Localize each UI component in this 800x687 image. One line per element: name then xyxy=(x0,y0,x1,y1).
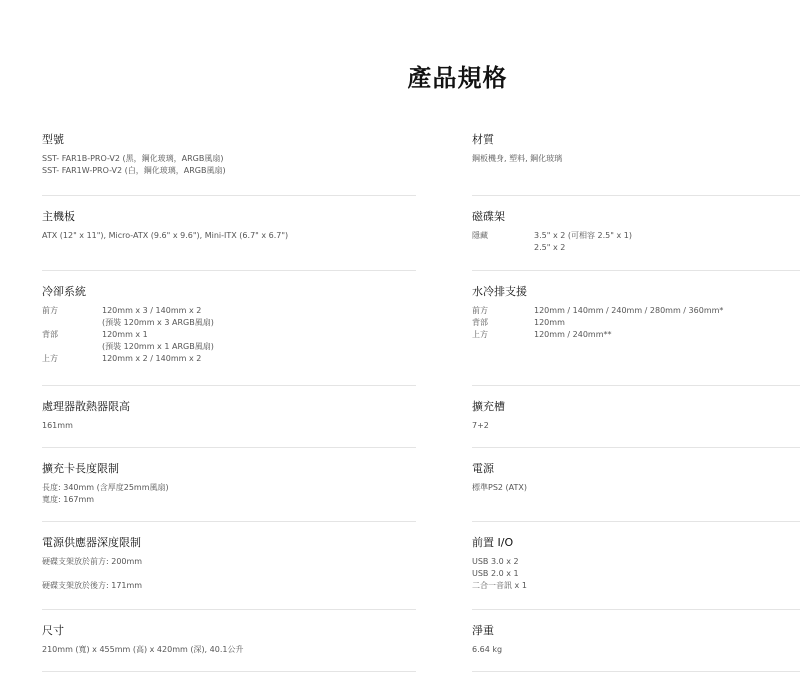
divider xyxy=(42,447,416,448)
spec-key: 隱藏 xyxy=(472,231,488,240)
spec-value: 硬碟支架放於前方: 200mm xyxy=(42,557,143,566)
divider xyxy=(42,609,416,610)
spec-material xyxy=(472,133,562,165)
spec-value: 鋼板機身, 塑料, 鋼化玻璃 xyxy=(472,154,563,163)
spec-value: SST- FAR1B-PRO-V2 (黑，鋼化玻璃，ARGB風扇) xyxy=(42,154,224,163)
spec-net-weight xyxy=(472,624,502,656)
spec-value: 120mm x 3 / 140mm x 2 xyxy=(102,306,202,315)
spec-value: 120mm / 240mm** xyxy=(534,330,612,339)
spec-value: 120mm xyxy=(534,318,565,327)
spec-value: 210mm (寬) x 455mm (高) x 420mm (深), 40.1公升 xyxy=(42,645,244,654)
spec-value: 標準PS2 (ATX) xyxy=(472,483,527,492)
spec-value: 120mm x 1 xyxy=(102,330,148,339)
spec-label: 電源供應器深度限制 xyxy=(42,536,141,549)
spec-value: 3.5" x 2 (可相容 2.5" x 1) xyxy=(534,231,632,240)
spec-motherboard xyxy=(42,210,288,242)
spec-value: 120mm / 140mm / 240mm / 280mm / 360mm* xyxy=(534,306,724,315)
divider xyxy=(42,521,416,522)
spec-label: 處理器散熱器限高 xyxy=(42,400,130,413)
divider xyxy=(42,671,416,672)
divider xyxy=(42,270,416,271)
spec-label: 主機板 xyxy=(42,210,75,223)
spec-label: 擴充卡長度限制 xyxy=(42,462,119,475)
spec-key: 前方 xyxy=(472,306,488,315)
spec-value: ATX (12" x 11"), Micro-ATX (9.6" x 9.6"), Mini-ITX (6.7" x 6.7") xyxy=(42,231,289,240)
spec-drive-bays xyxy=(472,210,632,254)
divider xyxy=(472,195,800,196)
spec-gpu-length xyxy=(42,462,169,506)
spec-value: (預裝 120mm x 3 ARGB風扇) xyxy=(102,318,214,327)
spec-key: 背部 xyxy=(42,330,58,339)
divider xyxy=(472,671,800,672)
spec-dimensions xyxy=(42,624,243,656)
spec-label: 擴充槽 xyxy=(472,400,505,413)
divider xyxy=(42,195,416,196)
divider xyxy=(472,609,800,610)
spec-value: 161mm xyxy=(42,421,73,430)
spec-value: 寬度: 167mm xyxy=(42,495,95,504)
divider xyxy=(472,385,800,386)
spec-label: 電源 xyxy=(472,462,494,475)
divider xyxy=(472,270,800,271)
spec-cooling xyxy=(42,285,214,365)
spec-value: SST- FAR1W-PRO-V2 (白，鋼化玻璃，ARGB風扇) xyxy=(42,166,226,175)
spec-key: 背部 xyxy=(472,318,488,327)
spec-cpu-cooler-height xyxy=(42,400,130,432)
spec-psu-depth xyxy=(42,536,142,592)
spec-power-supply xyxy=(472,462,527,494)
spec-label: 冷卻系統 xyxy=(42,285,86,298)
divider xyxy=(472,447,800,448)
spec-value: 6.64 kg xyxy=(472,645,503,654)
spec-expansion-slots xyxy=(472,400,505,432)
spec-label: 磁碟架 xyxy=(472,210,505,223)
spec-value: USB 3.0 x 2 xyxy=(472,557,519,566)
page-title: 產品規格 xyxy=(407,64,508,92)
divider xyxy=(42,385,416,386)
spec-label: 水冷排支援 xyxy=(472,285,527,298)
spec-value: 2.5" x 2 xyxy=(534,243,566,252)
spec-value: (預裝 120mm x 1 ARGB風扇) xyxy=(102,342,214,351)
spec-key: 上方 xyxy=(472,330,488,339)
spec-label: 型號 xyxy=(42,133,64,146)
spec-key: 前方 xyxy=(42,306,58,315)
spec-key: 上方 xyxy=(42,354,58,363)
spec-front-io xyxy=(472,536,527,592)
spec-label: 材質 xyxy=(472,133,494,146)
divider xyxy=(472,521,800,522)
spec-value: 硬碟支架放於後方: 171mm xyxy=(42,581,143,590)
spec-label: 尺寸 xyxy=(42,624,64,637)
spec-label: 前置 I/O xyxy=(472,536,514,549)
spec-model xyxy=(42,133,226,177)
spec-value: USB 2.0 x 1 xyxy=(472,569,519,578)
spec-label: 淨重 xyxy=(472,624,494,637)
spec-radiator-support xyxy=(472,285,723,341)
spec-value: 二合一音訊 x 1 xyxy=(472,581,527,590)
spec-value: 120mm x 2 / 140mm x 2 xyxy=(102,354,202,363)
spec-value: 長度: 340mm (含厚度25mm風扇) xyxy=(42,483,169,492)
spec-value: 7+2 xyxy=(472,421,489,430)
